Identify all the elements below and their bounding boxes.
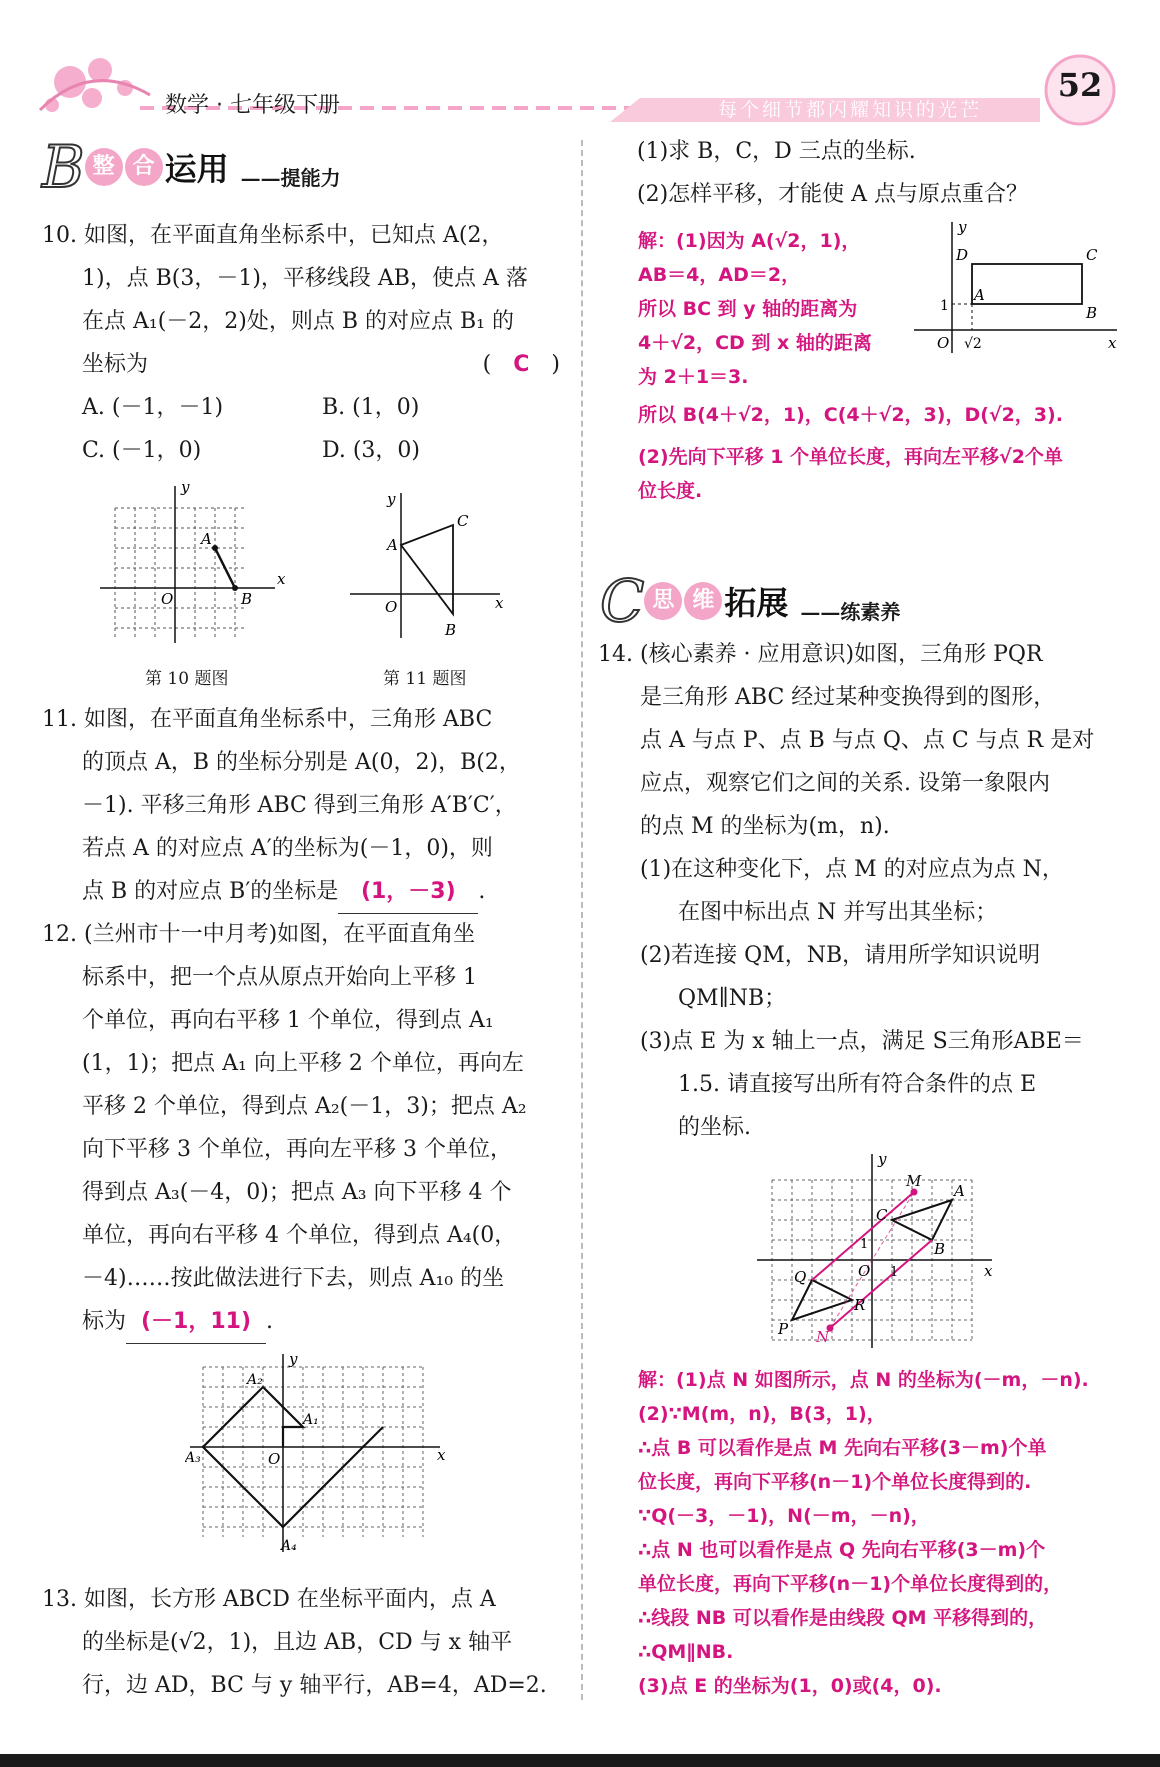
point-label: A₃ xyxy=(185,1450,201,1466)
path-polyline xyxy=(203,1387,383,1527)
axis-label: y xyxy=(387,490,396,508)
point-label: A xyxy=(974,286,985,304)
options-row xyxy=(42,429,562,472)
point-label: Q xyxy=(794,1268,807,1286)
section-title: 运用 xyxy=(164,150,229,188)
solution-line: AB＝4，AD＝2， xyxy=(638,264,801,286)
question-14 xyxy=(598,633,1128,1149)
question-line: (2)怎样平移，才能使 A 点与原点重合？ xyxy=(637,182,1029,207)
option-d: D. (3，0) xyxy=(322,438,421,463)
segment-nb xyxy=(830,1240,932,1328)
solution-line: ∴点 B 可以看作是点 M 先向右平移(3－m)个单 xyxy=(638,1437,1047,1459)
question-line: 得到点 A₃(－4，0)；把点 A₃ 向下平移 4 个 xyxy=(82,1180,512,1205)
point-label: A₁ xyxy=(303,1412,319,1428)
solution-line: ∴线段 NB 可以看作是由线段 QM 平移得到的， xyxy=(638,1607,1048,1629)
option-b: B. (1，0) xyxy=(322,395,420,420)
solution-line: ∵Q(－3，－1)，N(－m，－n)， xyxy=(638,1505,930,1527)
solution-line: 解：(1)点 N 如图所示，点 N 的坐标为(－m，－n). xyxy=(638,1369,1089,1391)
solution-line: ∴点 N 也可以看作是点 Q 先向右平移(3－m)个 xyxy=(638,1539,1046,1561)
question-text: 标为 xyxy=(82,1309,127,1334)
tick-label: √2 xyxy=(964,336,982,352)
question-line: 点 B 的对应点 B′的坐标是 (1，－3) . xyxy=(42,870,562,914)
question-line: 1.5. 请直接写出所有符合条件的点 E xyxy=(678,1072,1037,1097)
point-label: R xyxy=(854,1296,866,1314)
floral-ornament-icon xyxy=(45,58,133,112)
axis-label: x xyxy=(1108,334,1117,352)
solution-line: (3)点 E 的坐标为(1，0)或(4，0). xyxy=(638,1675,942,1697)
question-line: (1，1)；把点 A₁ 向上平移 2 个单位，再向左 xyxy=(82,1051,524,1076)
answer-bracket xyxy=(483,343,560,386)
solution-line: 单位长度，再向下平移(n－1)个单位长度得到的， xyxy=(638,1573,1063,1595)
point-label: C xyxy=(876,1206,888,1224)
question-line: 12. (兰州市十一中月考)如图，在平面直角坐 xyxy=(42,922,476,947)
point-label: B xyxy=(241,590,253,608)
axis-label: y xyxy=(878,1150,887,1168)
question-line: 的坐标. xyxy=(678,1115,751,1140)
bracket-close: ) xyxy=(551,352,560,377)
question-line: (1)求 B，C，D 三点的坐标. xyxy=(637,139,916,164)
section-subtitle: ——练素养 xyxy=(800,599,901,624)
question-11 xyxy=(42,698,562,914)
section-letter: C xyxy=(600,567,645,635)
question-line: －4)……按此做法进行下去，则点 A₁₀ 的坐 xyxy=(82,1266,505,1291)
point-label: B xyxy=(934,1240,946,1258)
question-line: 11. 如图，在平面直角坐标系中，三角形 ABC xyxy=(42,707,493,732)
figure-14 xyxy=(752,1150,1008,1350)
question-line: (1)在这种变化下，点 M 的对应点为点 N， xyxy=(640,857,1064,882)
solution-line: 位长度. xyxy=(638,480,703,502)
axis-label: x xyxy=(277,570,285,588)
axis-label: y xyxy=(289,1352,298,1368)
question-line: 点 A 与点 P、点 B 与点 Q、点 C 与点 R 是对 xyxy=(640,728,1095,753)
solution-line: (2)先向下平移 1 个单位长度，再向左平移√2个单 xyxy=(638,446,1063,468)
section-bubble: 合 xyxy=(125,148,163,186)
question-line: 行，边 AD，BC 与 y 轴平行，AB=4，AD=2. xyxy=(82,1673,547,1698)
rectangle-abcd xyxy=(972,264,1082,304)
section-subtitle: ——提能力 xyxy=(240,165,341,190)
figure-13 xyxy=(912,218,1122,358)
question-line: －1). 平移三角形 ABC 得到三角形 A′B′C′， xyxy=(82,793,517,818)
question-line: QM∥NB； xyxy=(678,986,787,1011)
question-line: (3)点 E 为 x 轴上一点，满足 S三角形ABE＝ xyxy=(640,1029,1084,1054)
origin-label: O xyxy=(161,590,174,608)
origin-label: O xyxy=(385,598,398,616)
point-label: A xyxy=(387,536,398,554)
point-label: D xyxy=(956,246,969,264)
solution-line: 所以 BC 到 y 轴的距离为 xyxy=(638,298,858,320)
section-bubble: 思 xyxy=(644,582,682,620)
solution-line: 解：(1)因为 A(√2，1)， xyxy=(638,230,861,252)
bottom-bar xyxy=(0,1754,1160,1767)
option-c: C. (－1，0) xyxy=(82,438,202,463)
solution-line: 为 2＋1＝3. xyxy=(638,366,749,388)
figure-caption: 第 10 题图 xyxy=(145,669,229,689)
solution-14 xyxy=(638,1363,1153,1703)
point-label: C xyxy=(457,512,469,530)
point-label: B xyxy=(445,621,457,639)
question-line: 个单位，再向右平移 1 个单位，得到点 A₁ xyxy=(82,1008,494,1033)
option-a: A. (－1，－1) xyxy=(82,395,224,420)
point-label: M xyxy=(906,1172,922,1190)
point-label: A xyxy=(954,1182,965,1200)
section-c-heading xyxy=(600,567,900,635)
question-12 xyxy=(42,913,562,1344)
point-label: A₄ xyxy=(281,1538,297,1554)
solution-line: 位长度，再向下平移(n－1)个单位长度得到的. xyxy=(638,1471,1032,1493)
slogan: 每个细节都闪耀知识的光芒 xyxy=(718,99,983,121)
question-line: 的点 M 的坐标为(m，n). xyxy=(640,814,890,839)
column-divider xyxy=(581,140,583,1700)
question-line: 标系中，把一个点从原点开始向上平移 1 xyxy=(82,965,477,990)
figure-10 xyxy=(95,478,285,650)
question-10 xyxy=(42,214,562,472)
triangle-abc xyxy=(401,525,453,614)
section-b-heading xyxy=(42,133,341,201)
question-line: 10. 如图，在平面直角坐标系中，已知点 A(2， xyxy=(42,223,504,248)
question-13 xyxy=(42,1578,562,1707)
figure-12 xyxy=(185,1352,455,1562)
axis-label: y xyxy=(181,478,190,496)
question-text: 点 B 的对应点 B′的坐标是 xyxy=(82,879,339,904)
options-row xyxy=(42,386,562,429)
solution-line: ∴QM∥NB. xyxy=(638,1641,734,1663)
section-title: 拓展 xyxy=(724,584,789,622)
question-line xyxy=(42,343,562,386)
question-line: 在点 A₁(－2，2)处，则点 B 的对应点 B₁ 的 xyxy=(82,309,514,334)
point-label: N xyxy=(816,1328,830,1346)
page-number: 52 xyxy=(1057,66,1103,104)
bracket-open: ( xyxy=(482,352,492,377)
point-label: B xyxy=(1086,304,1098,322)
solution-line: 所以 B(4＋√2，1)，C(4＋√2，3)，D(√2，3). xyxy=(638,404,1063,426)
tick-label: 1 xyxy=(860,1237,869,1252)
question-line: 在图中标出点 N 并写出其坐标； xyxy=(678,900,998,925)
question-line: 平移 2 个单位，得到点 A₂(－1，3)；把点 A₂ xyxy=(82,1094,527,1119)
question-line: (2)若连接 QM，NB，请用所学知识说明 xyxy=(640,943,1041,968)
question-line: 标为 (－1，11) . xyxy=(42,1300,562,1344)
question-line: 的顶点 A，B 的坐标分别是 A(0，2)，B(2， xyxy=(82,750,521,775)
point-label: A₂ xyxy=(247,1372,263,1388)
question-line: 13. 如图，长方形 ABCD 在坐标平面内，点 A xyxy=(42,1587,496,1612)
book-title: 数学 · 七年级下册 xyxy=(165,93,340,118)
question-line: 若点 A 的对应点 A′的坐标为(－1，0)，则 xyxy=(82,836,493,861)
answer-blank: (－1，11) xyxy=(126,1300,266,1344)
axis-label: x xyxy=(984,1262,993,1280)
axis-label: x xyxy=(437,1446,446,1464)
origin-label: O xyxy=(858,1262,871,1280)
figure-caption: 第 11 题图 xyxy=(383,669,467,689)
question-line: 应点，观察它们之间的关系. 设第一象限内 xyxy=(640,771,1050,796)
question-13-parts xyxy=(637,130,1137,216)
origin-label: O xyxy=(268,1450,281,1468)
question-line: 是三角形 ABC 经过某种变换得到的图形， xyxy=(640,685,1056,710)
point-label: C xyxy=(1086,246,1098,264)
question-line: 14. (核心素养 · 应用意识)如图，三角形 PQR xyxy=(598,642,1043,667)
point-label: P xyxy=(778,1320,789,1338)
axis-label: y xyxy=(958,218,967,236)
point-label: A xyxy=(201,530,212,548)
solution-line: (2)∵M(m，n)，B(3，1)， xyxy=(638,1403,886,1425)
tick-label: 1 xyxy=(890,1265,899,1280)
section-bubble: 整 xyxy=(85,148,123,186)
answer-blank: (1，－3) xyxy=(338,870,478,914)
figure-11 xyxy=(345,488,510,648)
question-line: 的坐标是(√2，1)，且边 AB，CD 与 x 轴平 xyxy=(82,1630,513,1655)
section-letter: B xyxy=(42,133,85,201)
origin-label: O xyxy=(937,334,950,352)
solution-line: 4＋√2，CD 到 x 轴的距离 xyxy=(638,332,872,354)
question-line: 单位，再向右平移 4 个单位，得到点 A₄(0， xyxy=(82,1223,517,1248)
answer: C xyxy=(513,352,530,377)
tick-label: 1 xyxy=(940,298,949,314)
question-line: 1)，点 B(3，－1)，平移线段 AB，使点 A 落 xyxy=(82,266,528,291)
question-line: 向下平移 3 个单位，再向左平移 3 个单位， xyxy=(82,1137,512,1162)
question-text: 坐标为 xyxy=(82,352,149,377)
axis-label: x xyxy=(495,594,504,612)
section-bubble: 维 xyxy=(684,582,722,620)
